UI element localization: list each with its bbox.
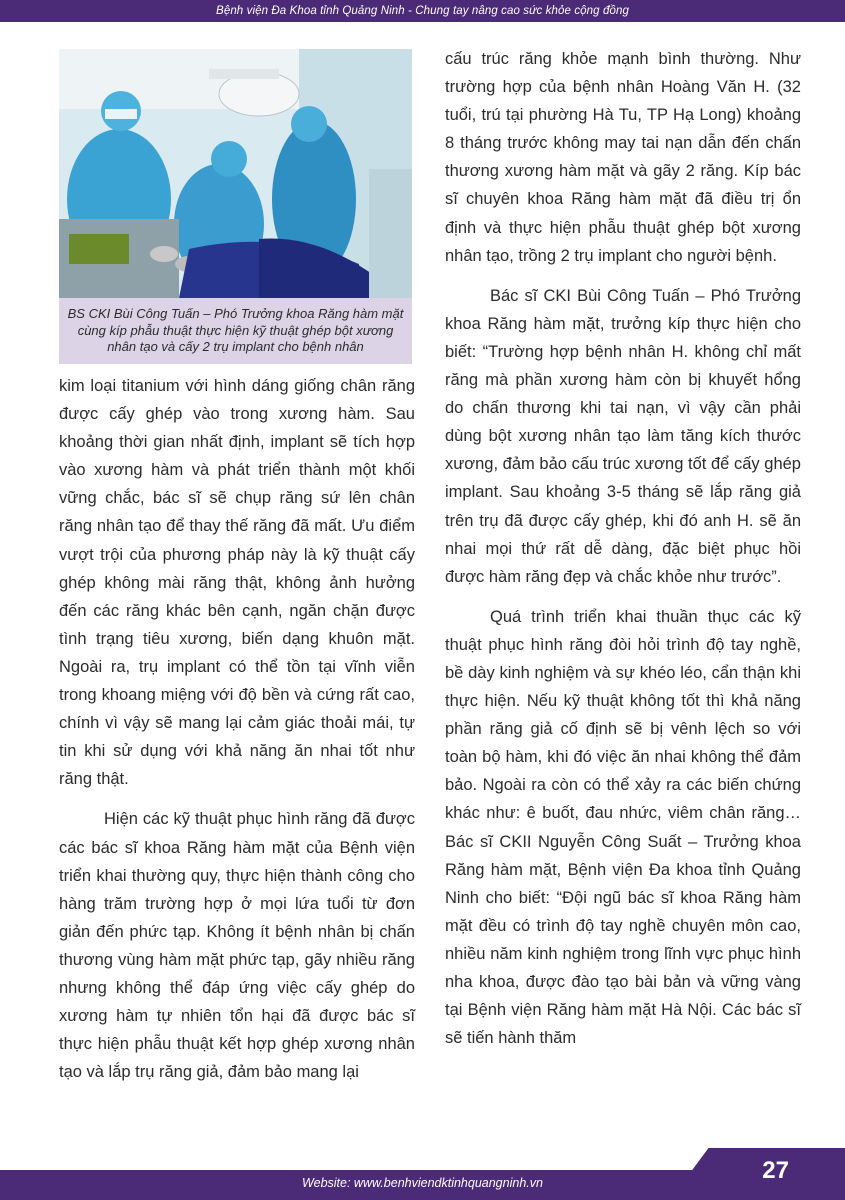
footer-website: Website: www.benhviendktinhquangninh.vn — [302, 1176, 543, 1190]
header-title: Bệnh viện Đa Khoa tỉnh Quảng Ninh - Chung tay nâng cao sức khỏe cộng đồng — [216, 5, 629, 17]
right-paragraph-3: Quá trình triển khai thuần thục các kỹ thuật phục hình răng đòi hỏi trình độ tay nghề, bề dày kinh nghiệm và sự khéo léo, cẩn thận khi thực hiện. Nếu kỹ thuật không tốt thì khả năng phần răng giả cố định sẽ bị vênh lệch so với toàn bộ hàm, khi đó việc ăn nhai không thể đảm bảo. Ngoài ra còn có thể xảy ra các biến chứng khác như: ê buốt, đau nhức, viêm chân răng… Bác sĩ CKII Nguyễn Công Suất – Trưởng khoa Răng hàm mặt, Bệnh viện Đa khoa tỉnh Quảng Ninh cho biết: “Đội ngũ bác sĩ khoa Răng hàm mặt đều có trình độ tay nghề chuyên môn cao, nhiều năm kinh nghiệm trong lĩnh vực phục hình nha khoa, được đào tạo bài bản và vững vàng tại Bệnh viện Răng hàm mặt Hà Nội. Các bác sĩ sẽ tiến hành thăm — [445, 607, 801, 1048]
left-paragraph-1: kim loại titanium với hình dáng giống chân răng được cấy ghép vào trong xương hàm. Sau khoảng thời gian nhất định, implant sẽ tích hợp vào xương hàm và phát triển thành một khối vững chắc, bác sĩ sẽ chụp răng sứ lên chân răng nhân tạo để thay thế răng đã mất. Ưu điểm vượt trội của phương pháp này là kỹ thuật cấy ghép không mài răng thật, không ảnh hưởng đến các răng khác bên cạnh, ngăn chặn được tình trạng tiêu xương, biến dạng khuôn mặt. Ngoài ra, trụ implant có thể tồn tại vĩnh viễn trong khoang miệng với độ bền và cứng rất cao, chính vì vậy sẽ mang lại cảm giác thoải mái, tự tin khi sử dụng với khả năng ăn nhai tốt như răng thật. — [59, 377, 415, 789]
right-paragraph-1: cấu trúc răng khỏe mạnh bình thường. Như trường hợp của bệnh nhân Hoàng Văn H. (32 tuổi, trú tại phường Hà Tu, TP Hạ Long) khoảng 8 tháng trước không may tai nạn dẫn đến chấn thương xương hàm mặt và gãy 2 răng. Kíp bác sĩ chuyên khoa Răng hàm mặt đã điều trị ổn định và thực hiện phẫu thuật ghép bột xương nhân tạo, trồng 2 trụ implant cho người bệnh. — [445, 50, 801, 265]
footer-page-tab — [670, 1148, 845, 1200]
surgery-photo-image — [59, 49, 412, 298]
page-number: 27 — [762, 1157, 789, 1184]
left-column — [59, 372, 415, 1086]
surgery-photo — [59, 49, 412, 298]
left-paragraph-2: Hiện các kỹ thuật phục hình răng đã được các bác sĩ khoa Răng hàm mặt của Bệnh viện triển khai thường quy, thực hiện thành công cho hàng trăm trường hợp ở mọi lứa tuổi từ đơn giản đến phức tạp. Không ít bệnh nhân bị chấn thương vùng hàm mặt phức tạp, gãy nhiều răng nhưng không thể đáp ứng việc cấy ghép do xương hàm tự nhiên tổn hại đã được bác sĩ thực hiện phẫu thuật kết hợp ghép xương nhân tạo và lắp trụ răng giả, đảm bảo mang lại — [59, 810, 415, 1082]
right-paragraph-2: Bác sĩ CKI Bùi Công Tuấn – Phó Trưởng khoa Răng hàm mặt, trưởng kíp thực hiện cho biết: “Trường hợp bệnh nhân H. không chỉ mất răng mà phần xương hàm còn bị khuyết hổng do chấn thương khi tai nạn, vì vậy cần phải dùng bột xương nhân tạo làm tăng kích thước xương, đảm bảo cấu trúc xương tốt để cấy ghép implant. Sau khoảng 3-5 tháng sẽ lắp răng giả trên trụ đã được cấy ghép, khi đó anh H. sẽ ăn nhai mọi thứ rất dễ dàng, đặc biệt phục hồi được hàm răng đẹp và chắc khỏe như trước”. — [445, 286, 801, 586]
right-column — [445, 45, 801, 1052]
header-bar — [0, 0, 845, 22]
photo-caption: BS CKI Bùi Công Tuấn – Phó Trưởng khoa Răng hàm mặt cùng kíp phẫu thuật thực hiện kỹ thuật ghép bột xương nhân tạo và cấy 2 trụ implant cho bệnh nhân — [59, 298, 412, 364]
